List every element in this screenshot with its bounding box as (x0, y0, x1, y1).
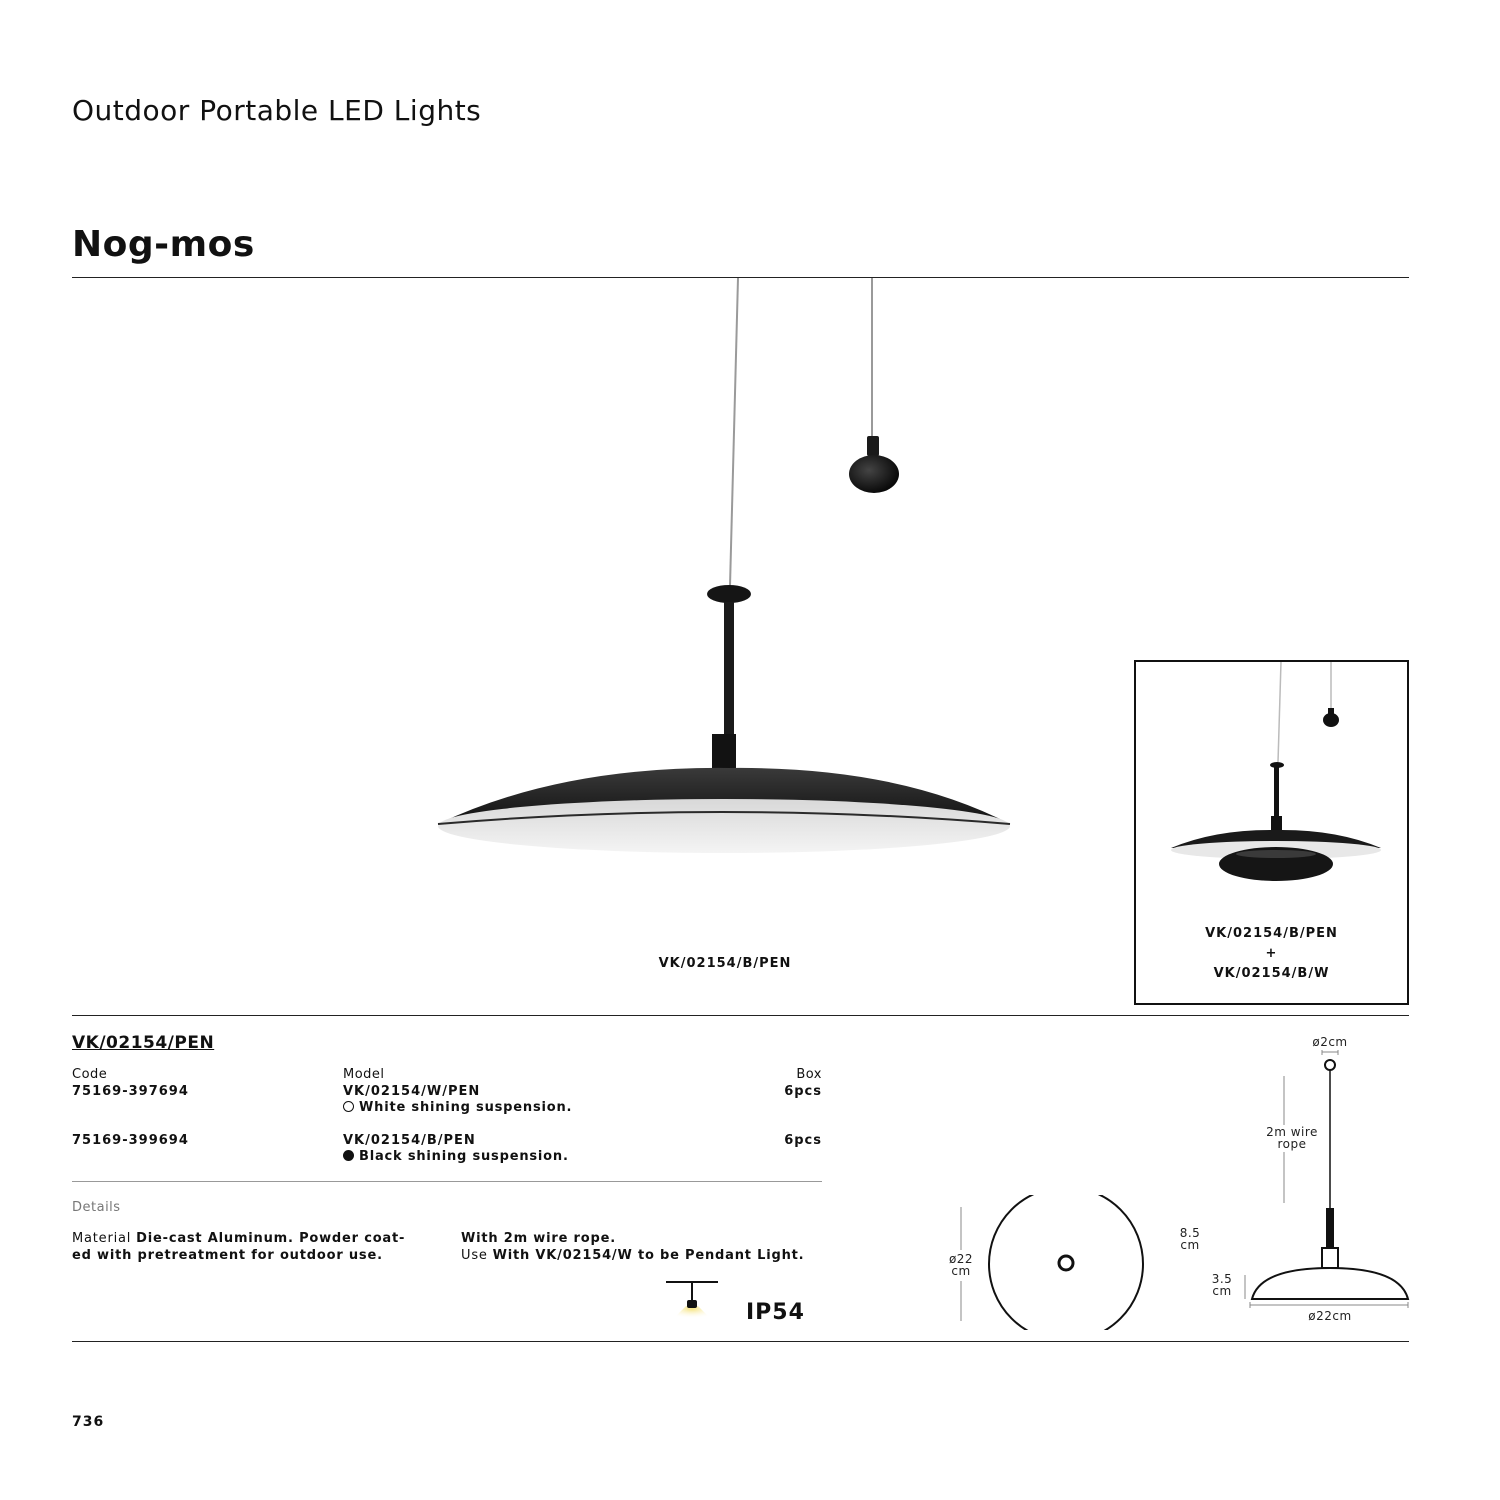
wire-length-label (1250, 1126, 1334, 1150)
top-diameter-value: ø22 (948, 1252, 974, 1266)
row-box: 6pcs (784, 1084, 822, 1099)
product-title: Nog-mos (72, 224, 255, 265)
wire-text (461, 1230, 841, 1264)
row-model: VK/02154/W/PEN (343, 1084, 481, 1099)
code-header: Code (72, 1067, 108, 1082)
hero-product-image (420, 278, 1040, 878)
ip-rating: IP54 (746, 1300, 805, 1325)
inset-caption-line3: VK/02154/B/W (1213, 966, 1330, 981)
stem-height-value: 8.5 (1179, 1226, 1201, 1240)
row-description (343, 1100, 572, 1115)
wire-label-line-2: rope (1277, 1137, 1307, 1151)
table-divider (72, 1181, 822, 1182)
bottom-divider (72, 1341, 1409, 1342)
row-model: VK/02154/B/PEN (343, 1133, 476, 1148)
wire-line-2: With VK/02154/W to be Pendant Light. (492, 1248, 805, 1263)
material-text (72, 1230, 442, 1264)
row-description (343, 1149, 569, 1164)
top-diameter-label (936, 1253, 986, 1277)
top-diameter-unit: cm (951, 1264, 971, 1278)
shade-height-value: 3.5 (1211, 1272, 1233, 1286)
cap-diameter-label: ø2cm (1312, 1035, 1348, 1049)
row-code: 75169-399694 (72, 1133, 189, 1148)
section-divider (72, 1015, 1409, 1016)
row-description-text: White shining suspension. (359, 1100, 573, 1115)
wire-use-label: Use (461, 1248, 488, 1263)
black-swatch-icon (343, 1150, 354, 1161)
material-line-1: Die-cast Aluminum. Powder coat- (136, 1231, 406, 1246)
shade-height-unit: cm (1212, 1284, 1232, 1298)
box-header: Box (796, 1067, 822, 1082)
shade-height-label (1202, 1273, 1242, 1297)
row-code: 75169-397694 (72, 1084, 189, 1099)
material-line-2: ed with pretreatment for outdoor use. (72, 1248, 383, 1263)
wire-label-line-1: 2m wire (1266, 1125, 1318, 1139)
stem-height-label (1170, 1227, 1210, 1251)
inset-caption-line2: + (1265, 946, 1278, 961)
inset-frame (1134, 660, 1409, 1005)
shade-diameter-label: ø22cm (1308, 1309, 1352, 1323)
inset-caption-line1: VK/02154/B/PEN (1205, 926, 1338, 941)
details-label: Details (72, 1200, 121, 1215)
stem-height-unit: cm (1180, 1238, 1200, 1252)
side-view-drawing (1240, 1050, 1415, 1315)
hero-caption: VK/02154/B/PEN (658, 956, 792, 971)
model-header: VK/02154/PEN (72, 1033, 215, 1053)
row-box: 6pcs (784, 1133, 822, 1148)
model-column-header: Model (343, 1067, 385, 1082)
category-heading: Outdoor Portable LED Lights (72, 94, 482, 127)
wire-line-1: With 2m wire rope. (461, 1231, 616, 1246)
inset-product-image (1136, 662, 1407, 912)
row-description-text: Black shining suspension. (359, 1149, 569, 1164)
white-swatch-icon (343, 1101, 354, 1112)
material-label: Material (72, 1231, 132, 1246)
page-number: 736 (72, 1414, 105, 1430)
pendant-light-icon (664, 1278, 720, 1324)
